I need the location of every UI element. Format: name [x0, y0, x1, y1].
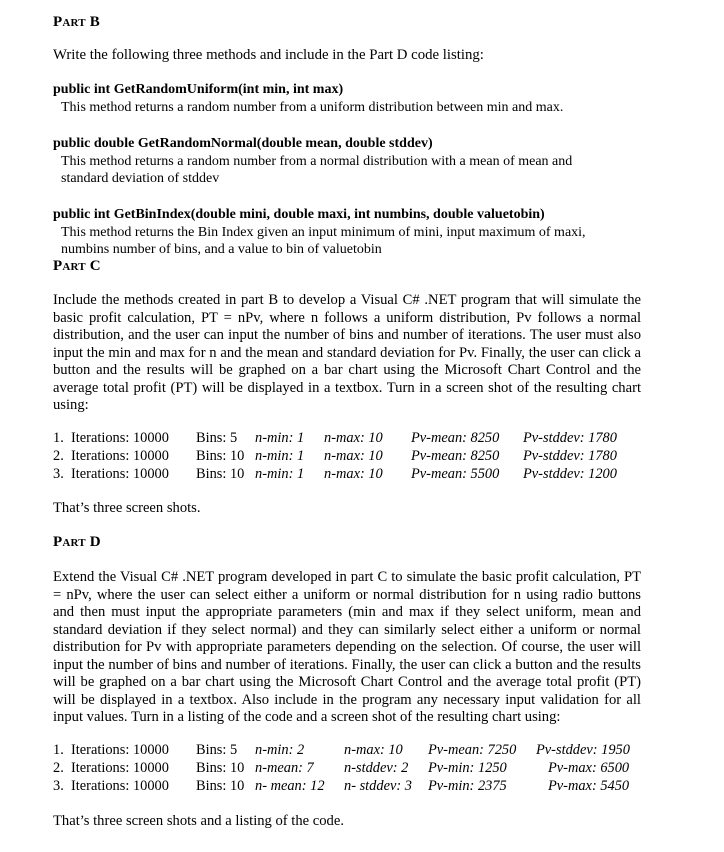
run-row	[53, 448, 643, 466]
method-get-random-normal	[53, 135, 643, 188]
part-c-runs	[53, 430, 643, 484]
method-signature: public int GetBinIndex(double mini, double maxi, int numbins, double valuetobin)	[53, 207, 545, 222]
method-description: This method returns a random number from a uniform distribution between min and max.	[61, 99, 564, 115]
run-param-b: n-max: 10	[324, 430, 383, 446]
part-d-paragraph: Extend the Visual C# .NET program developed in part C to simulate the basic profit calculation, PT = nPv, where the user can select either a uniform or normal distribution for n using radio buttons and then must input the appropriate parameters (min and max if they select uniform, mean and standard deviation if they select normal) and they can similarly select either a uniform or normal distribution for Pv with appropriate parameters depending on the selection. Of course, the user will input the number of bins and number of iterations. Finally, the user can click a button and the results will be graphed on a bar chart using the Microsoft Chart Control and the average total profit (PT) will be displayed in a textbox. Also include in the program any necessary input validation for all input values. Turn in a listing of the code and a screen shot of the resulting chart using:	[53, 569, 641, 725]
run-number: 3.	[53, 778, 64, 794]
run-row	[53, 466, 643, 484]
run-iterations: Iterations: 10000	[71, 448, 169, 464]
run-param-b: n-max: 10	[344, 742, 403, 758]
run-param-a: n-min: 1	[255, 466, 305, 482]
run-number: 2.	[53, 760, 64, 776]
run-bins: Bins: 10	[196, 466, 245, 482]
run-param-c: Pv-mean: 8250	[411, 448, 500, 464]
run-param-c: Pv-mean: 7250	[428, 742, 517, 758]
run-param-a: n-min: 1	[255, 430, 305, 446]
part-d-runs	[53, 742, 643, 796]
run-row	[53, 430, 643, 448]
run-param-d: Pv-stddev: 1780	[523, 430, 617, 446]
part-c-paragraph: Include the methods created in part B to develop a Visual C# .NET program that will simulate the basic profit calculation, PT = nPv, where n follows a uniform distribution, Pv follows a normal distribution, and the user can input the number of bins and number of iterations. The user must also input the min and max for n and the mean and standard deviation for Pv. Finally, the user can click a button and the results will be graphed on a bar chart using the Microsoft Chart Control and the average total profit (PT) will be displayed in a textbox. Turn in a screen shot of the resulting chart using:	[53, 292, 641, 413]
run-number: 1.	[53, 742, 64, 758]
run-number: 3.	[53, 466, 64, 482]
run-param-a: n-mean: 7	[255, 760, 314, 776]
run-iterations: Iterations: 10000	[71, 742, 169, 758]
method-signature: public double GetRandomNormal(double mean, double stddev)	[53, 136, 433, 151]
part-d-heading: Part D	[53, 534, 101, 550]
run-param-a: n-min: 1	[255, 448, 305, 464]
part-c-heading: Part C	[53, 258, 101, 274]
run-param-b: n-max: 10	[324, 466, 383, 482]
method-signature: public int GetRandomUniform(int min, int max)	[53, 82, 344, 97]
run-param-a: n-min: 2	[255, 742, 305, 758]
run-bins: Bins: 10	[196, 760, 245, 776]
run-bins: Bins: 5	[196, 430, 238, 446]
method-description: This method returns the Bin Index given an input minimum of mini, input maximum of maxi, numbins number of bins, and a value to bin of valuetobin	[61, 224, 586, 257]
method-description: This method returns a random number from a normal distribution with a mean of mean and standard deviation of stddev	[61, 153, 573, 186]
run-bins: Bins: 10	[196, 778, 245, 794]
run-param-b: n-max: 10	[324, 448, 383, 464]
method-get-random-uniform	[53, 81, 643, 116]
run-param-a: n- mean: 12	[255, 778, 325, 794]
run-bins: Bins: 5	[196, 742, 238, 758]
run-row	[53, 742, 643, 760]
run-iterations: Iterations: 10000	[71, 466, 169, 482]
run-param-d: Pv-stddev: 1780	[523, 448, 617, 464]
run-param-d: Pv-stddev: 1200	[523, 466, 617, 482]
run-iterations: Iterations: 10000	[71, 760, 169, 776]
run-param-c: Pv-min: 1250	[428, 760, 507, 776]
run-param-b: n-stddev: 2	[344, 760, 409, 776]
run-iterations: Iterations: 10000	[71, 778, 169, 794]
run-param-b: n- stddev: 3	[344, 778, 412, 794]
run-number: 1.	[53, 430, 64, 446]
part-c-closing: That’s three screen shots.	[53, 500, 201, 516]
run-row	[53, 760, 643, 778]
run-param-c: Pv-min: 2375	[428, 778, 507, 794]
run-param-d: Pv-max: 5450	[548, 778, 630, 794]
part-d-closing: That’s three screen shots and a listing of the code.	[53, 813, 344, 829]
run-param-d: Pv-stddev: 1950	[536, 742, 630, 758]
run-param-d: Pv-max: 6500	[548, 760, 630, 776]
part-b-intro: Write the following three methods and include in the Part D code listing:	[53, 47, 484, 63]
run-iterations: Iterations: 10000	[71, 430, 169, 446]
run-bins: Bins: 10	[196, 448, 245, 464]
run-number: 2.	[53, 448, 64, 464]
method-get-bin-index	[53, 206, 643, 259]
part-b-heading: Part B	[53, 14, 100, 30]
run-row	[53, 778, 643, 796]
run-param-c: Pv-mean: 8250	[411, 430, 500, 446]
run-param-c: Pv-mean: 5500	[411, 466, 500, 482]
